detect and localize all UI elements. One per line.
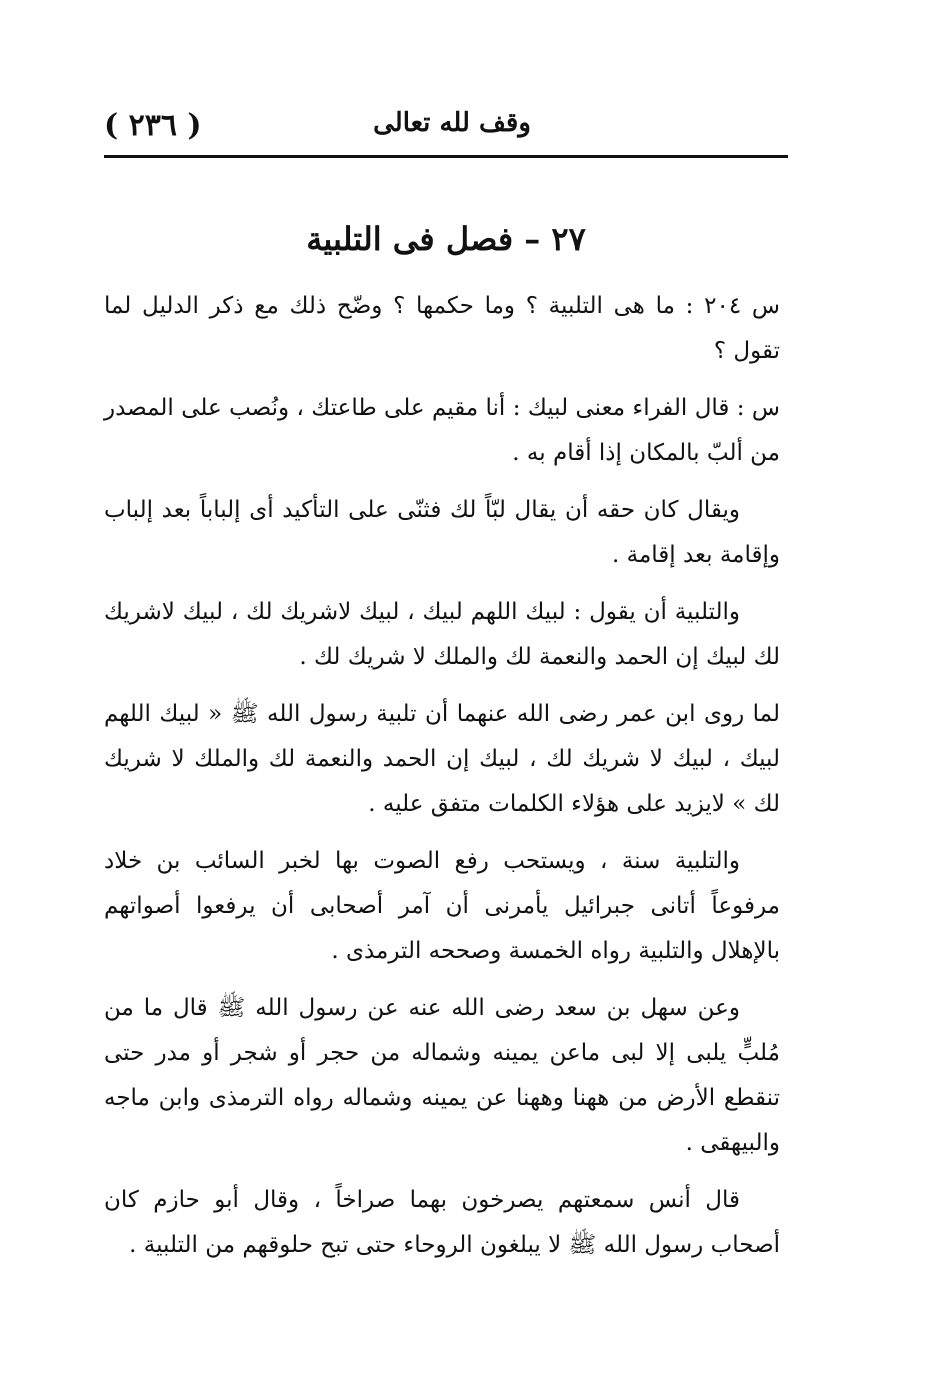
body-text (104, 284, 780, 1280)
page-header (104, 108, 788, 152)
answer-paragraph: س : قال الفراء معنى لبيك : أنا مقيم على طاعتك ، ونُصب على المصدر من ألبّ بالمكان إذا أقام به . (104, 395, 780, 466)
header-rule (104, 155, 788, 158)
paragraph: والتلبية سنة ، ويستحب رفع الصوت بها لخبر السائب بن خلاد مرفوعاً أتانى جبرائيل يأمرنى أن آمر أصحابى أن يرفعوا أصواتهم بالإهلال والتلبية رواه الخمسة وصححه الترمذى . (104, 848, 780, 964)
section-heading: ٢٧ – فصل فى التلبية (306, 220, 586, 258)
paragraph: لما روى ابن عمر رضى الله عنهما أن تلبية رسول الله ﷺ « لبيك اللهم لبيك ، لبيك لا شريك لك ، لبيك إن الحمد والنعمة لك والملك لا شريك لك » لايزيد على هؤلاء الكلمات متفق عليه . (104, 701, 780, 817)
question-paragraph: س ٢٠٤ : ما هى التلبية ؟ وما حكمها ؟ وضّح ذلك مع ذكر الدليل لما تقول ؟ (104, 293, 781, 364)
paragraph: والتلبية أن يقول : لبيك اللهم لبيك ، لبيك لاشريك لك ، لبيك لاشريك لك لبيك إن الحمد والنعمة لك والملك لا شريك لك . (104, 599, 780, 670)
page-number: ( ٢٣٦ ) (104, 108, 202, 143)
paragraph: وعن سهل بن سعد رضى الله عنه عن رسول الله ﷺ قال ما من مُلبٍّ يلبى إلا لبى ماعن يمينه وشماله من حجر أو شجر أو مدر حتى تنقطع الأرض من ههنا وههنا عن يمينه وشماله رواه الترمذى وابن ماجه والبيهقى . (104, 995, 780, 1156)
running-title: وقف لله تعالى (373, 108, 531, 138)
paragraph: ويقال كان حقه أن يقال لبّاً لك فثنّى على التأكيد أى إلباباً بعد إلباب وإقامة بعد إقامة . (104, 497, 780, 568)
paragraph: قال أنس سمعتهم يصرخون بهما صراخاً ، وقال أبو حازم كان أصحاب رسول الله ﷺ لا يبلغون الروحاء حتى تبح حلوقهم من التلبية . (104, 1187, 780, 1258)
